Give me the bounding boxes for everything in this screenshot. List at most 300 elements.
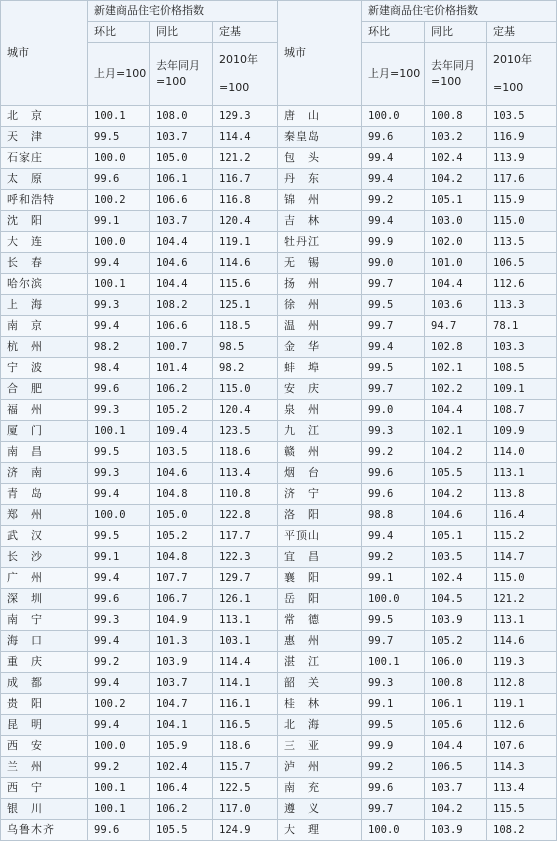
yoy-left-cell: 104.6: [150, 463, 213, 484]
fixed-left-cell: 116.8: [213, 190, 278, 211]
city-left-cell: 成 都: [1, 673, 88, 694]
yoy-right-cell: 103.7: [425, 778, 487, 799]
table-row: [1, 211, 557, 232]
table-row: [1, 715, 557, 736]
fixed-right-cell: 116.4: [487, 505, 557, 526]
mom-right-cell: 99.9: [362, 736, 425, 757]
city-left-cell: 太 原: [1, 169, 88, 190]
city-right-cell: 岳 阳: [278, 589, 362, 610]
city-right-cell: 赣 州: [278, 442, 362, 463]
yoy-right-cell: 102.1: [425, 421, 487, 442]
mom-left-cell: 100.0: [88, 736, 150, 757]
city-left-cell: 西 宁: [1, 778, 88, 799]
mom-left-cell: 99.2: [88, 757, 150, 778]
table-row: [1, 337, 557, 358]
yoy-left-cell: 101.3: [150, 631, 213, 652]
yoy-left-cell: 109.4: [150, 421, 213, 442]
yoy-right-cell: 102.0: [425, 232, 487, 253]
fixed-right-cell: 113.5: [487, 232, 557, 253]
fixed-left-cell: 115.0: [213, 379, 278, 400]
fixed-right-cell: 108.2: [487, 820, 557, 841]
fixed-right-cell: 112.6: [487, 274, 557, 295]
yoy-right-cell: 104.4: [425, 400, 487, 421]
yoy-right-cell: 100.8: [425, 673, 487, 694]
table-row: [1, 148, 557, 169]
city-left-cell: 呼和浩特: [1, 190, 88, 211]
table-row: [1, 127, 557, 148]
city-left-cell: 青 岛: [1, 484, 88, 505]
yoy-left-cell: 104.7: [150, 694, 213, 715]
yoy-left-cell: 103.5: [150, 442, 213, 463]
city-right-cell: 遵 义: [278, 799, 362, 820]
city-right-cell: 锦 州: [278, 190, 362, 211]
mom-right-cell: 99.7: [362, 379, 425, 400]
yoy-right-cell: 106.0: [425, 652, 487, 673]
city-left-cell: 武 汉: [1, 526, 88, 547]
mom-right-cell: 99.7: [362, 631, 425, 652]
mom-left-cell: 98.2: [88, 337, 150, 358]
fixed-left-cell: 125.1: [213, 295, 278, 316]
mom-right-cell: 99.5: [362, 610, 425, 631]
mom-left-cell: 99.5: [88, 526, 150, 547]
city-left-cell: 南 京: [1, 316, 88, 337]
table-body: [1, 106, 557, 841]
fixed-right-cell: 113.1: [487, 610, 557, 631]
mom-left-cell: 100.1: [88, 106, 150, 127]
yoy-right-cell: 104.2: [425, 484, 487, 505]
yoy-right-cell: 104.2: [425, 442, 487, 463]
city-left-cell: 郑 州: [1, 505, 88, 526]
yoy-right-cell: 105.5: [425, 463, 487, 484]
city-right-cell: 南 充: [278, 778, 362, 799]
yoy-left-cell: 106.6: [150, 316, 213, 337]
city-left-cell: 上 海: [1, 295, 88, 316]
mom-left-cell: 99.4: [88, 484, 150, 505]
yoy-left-cell: 104.8: [150, 484, 213, 505]
fixed-left-cell: 114.4: [213, 652, 278, 673]
fixed-right-cell: 115.0: [487, 211, 557, 232]
fixed-right-cell: 119.1: [487, 694, 557, 715]
city-right-cell: 北 海: [278, 715, 362, 736]
fixed-right-cell: 106.5: [487, 253, 557, 274]
city-left-cell: 宁 波: [1, 358, 88, 379]
table-row: [1, 463, 557, 484]
yoy-right-cell: 100.8: [425, 106, 487, 127]
yoy-right-cell: 103.9: [425, 610, 487, 631]
fixed-right-cell: 108.7: [487, 400, 557, 421]
city-right-cell: 烟 台: [278, 463, 362, 484]
mom-left-cell: 99.3: [88, 463, 150, 484]
city-left-cell: 深 圳: [1, 589, 88, 610]
fixed-left-cell: 122.5: [213, 778, 278, 799]
table-row: [1, 736, 557, 757]
yoy-left-cell: 103.7: [150, 127, 213, 148]
yoy-right-cell: 94.7: [425, 316, 487, 337]
yoy-right-cell: 105.1: [425, 190, 487, 211]
table-row: [1, 316, 557, 337]
mom-left-cell: 100.0: [88, 505, 150, 526]
fixed-right-cell: 113.3: [487, 295, 557, 316]
fixed-left-cell: 117.0: [213, 799, 278, 820]
fixed-right-cell: 115.5: [487, 799, 557, 820]
city-left-cell: 银 川: [1, 799, 88, 820]
fixed-left-cell: 117.7: [213, 526, 278, 547]
yoy-right-cell: 105.6: [425, 715, 487, 736]
table-row: [1, 610, 557, 631]
table-row: [1, 757, 557, 778]
fixed-left-cell: 115.7: [213, 757, 278, 778]
yoy-left-cell: 106.2: [150, 799, 213, 820]
yoy-left-cell: 103.7: [150, 211, 213, 232]
mom-header-right: 环比: [362, 22, 425, 43]
fixed-base-left: 2010年 =100: [213, 43, 278, 106]
fixed-left-cell: 120.4: [213, 211, 278, 232]
mom-right-cell: 99.2: [362, 442, 425, 463]
city-left-cell: 杭 州: [1, 337, 88, 358]
table-row: [1, 778, 557, 799]
yoy-left-cell: 104.9: [150, 610, 213, 631]
yoy-right-cell: 102.4: [425, 568, 487, 589]
mom-right-cell: 99.4: [362, 526, 425, 547]
fixed-right-cell: 113.9: [487, 148, 557, 169]
city-right-cell: 安 庆: [278, 379, 362, 400]
mom-left-cell: 100.0: [88, 232, 150, 253]
mom-left-cell: 100.0: [88, 148, 150, 169]
city-left-cell: 天 津: [1, 127, 88, 148]
mom-left-cell: 99.6: [88, 169, 150, 190]
yoy-left-cell: 104.4: [150, 232, 213, 253]
fixed-left-cell: 126.1: [213, 589, 278, 610]
mom-left-cell: 99.4: [88, 715, 150, 736]
mom-left-cell: 99.2: [88, 652, 150, 673]
mom-left-cell: 99.3: [88, 400, 150, 421]
table-row: [1, 568, 557, 589]
yoy-left-cell: 104.1: [150, 715, 213, 736]
yoy-left-cell: 106.4: [150, 778, 213, 799]
city-left-cell: 南 宁: [1, 610, 88, 631]
fixed-right-cell: 113.1: [487, 463, 557, 484]
fixed-left-cell: 116.1: [213, 694, 278, 715]
city-left-cell: 北 京: [1, 106, 88, 127]
city-left-cell: 福 州: [1, 400, 88, 421]
city-right-cell: 襄 阳: [278, 568, 362, 589]
city-right-cell: 宜 昌: [278, 547, 362, 568]
mom-right-cell: 99.4: [362, 211, 425, 232]
city-right-cell: 济 宁: [278, 484, 362, 505]
fixed-right-cell: 114.7: [487, 547, 557, 568]
table-row: [1, 274, 557, 295]
mom-right-cell: 99.0: [362, 400, 425, 421]
yoy-right-cell: 103.6: [425, 295, 487, 316]
table-header: [1, 1, 557, 106]
yoy-right-cell: 103.9: [425, 820, 487, 841]
table-row: [1, 526, 557, 547]
yoy-right-cell: 104.6: [425, 505, 487, 526]
yoy-right-cell: 106.5: [425, 757, 487, 778]
yoy-left-cell: 105.2: [150, 400, 213, 421]
table-row: [1, 106, 557, 127]
yoy-right-cell: 102.2: [425, 379, 487, 400]
mom-right-cell: 99.6: [362, 463, 425, 484]
city-column-header-right: 城市: [278, 1, 362, 106]
city-right-cell: 牡丹江: [278, 232, 362, 253]
yoy-base-right: 去年同月 =100: [425, 43, 487, 106]
city-left-cell: 哈尔滨: [1, 274, 88, 295]
mom-right-cell: 99.5: [362, 715, 425, 736]
fixed-left-cell: 115.6: [213, 274, 278, 295]
city-right-cell: 桂 林: [278, 694, 362, 715]
fixed-left-cell: 122.8: [213, 505, 278, 526]
city-right-cell: 唐 山: [278, 106, 362, 127]
yoy-header-right: 同比: [425, 22, 487, 43]
yoy-right-cell: 104.4: [425, 274, 487, 295]
fixed-right-cell: 119.3: [487, 652, 557, 673]
city-left-cell: 广 州: [1, 568, 88, 589]
city-left-cell: 南 昌: [1, 442, 88, 463]
yoy-left-cell: 108.2: [150, 295, 213, 316]
yoy-right-cell: 102.8: [425, 337, 487, 358]
fixed-left-cell: 116.7: [213, 169, 278, 190]
yoy-left-cell: 102.4: [150, 757, 213, 778]
mom-right-cell: 99.0: [362, 253, 425, 274]
table-row: [1, 169, 557, 190]
fixed-right-cell: 108.5: [487, 358, 557, 379]
fixed-left-cell: 113.1: [213, 610, 278, 631]
fixed-right-cell: 115.2: [487, 526, 557, 547]
city-right-cell: 蚌 埠: [278, 358, 362, 379]
fixed-left-cell: 129.3: [213, 106, 278, 127]
fixed-left-cell: 114.1: [213, 673, 278, 694]
yoy-left-cell: 105.5: [150, 820, 213, 841]
fixed-left-cell: 110.8: [213, 484, 278, 505]
city-right-cell: 金 华: [278, 337, 362, 358]
table-row: [1, 232, 557, 253]
fixed-left-cell: 113.4: [213, 463, 278, 484]
city-left-cell: 重 庆: [1, 652, 88, 673]
city-right-cell: 扬 州: [278, 274, 362, 295]
fixed-left-cell: 118.6: [213, 442, 278, 463]
mom-left-cell: 100.1: [88, 778, 150, 799]
mom-right-cell: 100.1: [362, 652, 425, 673]
yoy-right-cell: 102.4: [425, 148, 487, 169]
table-row: [1, 442, 557, 463]
city-right-cell: 徐 州: [278, 295, 362, 316]
city-left-cell: 大 连: [1, 232, 88, 253]
mom-right-cell: 99.9: [362, 232, 425, 253]
fixed-right-cell: 117.6: [487, 169, 557, 190]
fixed-left-cell: 124.9: [213, 820, 278, 841]
yoy-right-cell: 102.1: [425, 358, 487, 379]
yoy-left-cell: 105.2: [150, 526, 213, 547]
fixed-right-cell: 115.0: [487, 568, 557, 589]
yoy-right-cell: 103.0: [425, 211, 487, 232]
fixed-left-cell: 98.2: [213, 358, 278, 379]
table-row: [1, 358, 557, 379]
mom-left-cell: 99.4: [88, 673, 150, 694]
table-row: [1, 484, 557, 505]
city-left-cell: 沈 阳: [1, 211, 88, 232]
fixed-right-cell: 112.6: [487, 715, 557, 736]
city-right-cell: 泉 州: [278, 400, 362, 421]
mom-right-cell: 99.7: [362, 316, 425, 337]
yoy-left-cell: 101.4: [150, 358, 213, 379]
mom-left-cell: 99.6: [88, 589, 150, 610]
mom-left-cell: 100.1: [88, 274, 150, 295]
city-right-cell: 惠 州: [278, 631, 362, 652]
mom-right-cell: 100.0: [362, 106, 425, 127]
fixed-right-cell: 109.1: [487, 379, 557, 400]
mom-right-cell: 99.7: [362, 274, 425, 295]
yoy-right-cell: 104.5: [425, 589, 487, 610]
fixed-left-cell: 118.5: [213, 316, 278, 337]
mom-left-cell: 98.4: [88, 358, 150, 379]
fixed-header-left: 定基: [213, 22, 278, 43]
city-right-cell: 平顶山: [278, 526, 362, 547]
fixed-left-cell: 98.5: [213, 337, 278, 358]
mom-left-cell: 99.3: [88, 610, 150, 631]
fixed-right-cell: 107.6: [487, 736, 557, 757]
yoy-right-cell: 105.2: [425, 631, 487, 652]
city-left-cell: 西 安: [1, 736, 88, 757]
mom-left-cell: 100.2: [88, 694, 150, 715]
city-right-cell: 包 头: [278, 148, 362, 169]
mom-right-cell: 99.4: [362, 148, 425, 169]
mom-right-cell: 100.0: [362, 589, 425, 610]
fixed-left-cell: 114.6: [213, 253, 278, 274]
yoy-left-cell: 104.8: [150, 547, 213, 568]
fixed-base-right: 2010年 =100: [487, 43, 557, 106]
mom-right-cell: 99.4: [362, 337, 425, 358]
yoy-left-cell: 106.7: [150, 589, 213, 610]
city-right-cell: 秦皇岛: [278, 127, 362, 148]
mom-left-cell: 99.6: [88, 379, 150, 400]
table-row: [1, 673, 557, 694]
yoy-right-cell: 101.0: [425, 253, 487, 274]
mom-left-cell: 99.1: [88, 547, 150, 568]
yoy-left-cell: 108.0: [150, 106, 213, 127]
fixed-left-cell: 123.5: [213, 421, 278, 442]
fixed-right-cell: 114.6: [487, 631, 557, 652]
mom-right-cell: 99.6: [362, 778, 425, 799]
mom-left-cell: 99.1: [88, 211, 150, 232]
yoy-right-cell: 104.4: [425, 736, 487, 757]
yoy-right-cell: 103.2: [425, 127, 487, 148]
table-row: [1, 694, 557, 715]
table-row: [1, 631, 557, 652]
mom-left-cell: 99.4: [88, 568, 150, 589]
mom-left-cell: 99.6: [88, 820, 150, 841]
fixed-left-cell: 120.4: [213, 400, 278, 421]
yoy-right-cell: 104.2: [425, 799, 487, 820]
table-row: [1, 799, 557, 820]
city-right-cell: 韶 关: [278, 673, 362, 694]
table-row: [1, 820, 557, 841]
city-right-cell: 洛 阳: [278, 505, 362, 526]
fixed-left-cell: 114.4: [213, 127, 278, 148]
city-right-cell: 三 亚: [278, 736, 362, 757]
yoy-left-cell: 106.1: [150, 169, 213, 190]
mom-header-left: 环比: [88, 22, 150, 43]
yoy-right-cell: 105.1: [425, 526, 487, 547]
city-right-cell: 吉 林: [278, 211, 362, 232]
city-left-cell: 石家庄: [1, 148, 88, 169]
city-right-cell: 湛 江: [278, 652, 362, 673]
mom-right-cell: 99.3: [362, 673, 425, 694]
mom-left-cell: 99.4: [88, 253, 150, 274]
fixed-right-cell: 116.9: [487, 127, 557, 148]
mom-right-cell: 99.2: [362, 757, 425, 778]
yoy-right-cell: 106.1: [425, 694, 487, 715]
table-row: [1, 379, 557, 400]
table-row: [1, 253, 557, 274]
yoy-left-cell: 105.0: [150, 505, 213, 526]
yoy-left-cell: 107.7: [150, 568, 213, 589]
yoy-left-cell: 105.9: [150, 736, 213, 757]
mom-right-cell: 98.8: [362, 505, 425, 526]
city-left-cell: 海 口: [1, 631, 88, 652]
yoy-left-cell: 103.9: [150, 652, 213, 673]
city-right-cell: 无 锡: [278, 253, 362, 274]
mom-left-cell: 100.1: [88, 421, 150, 442]
yoy-header-left: 同比: [150, 22, 213, 43]
table-row: [1, 295, 557, 316]
fixed-left-cell: 121.2: [213, 148, 278, 169]
yoy-left-cell: 106.6: [150, 190, 213, 211]
fixed-right-cell: 115.9: [487, 190, 557, 211]
fixed-header-right: 定基: [487, 22, 557, 43]
fixed-right-cell: 103.5: [487, 106, 557, 127]
mom-left-cell: 99.3: [88, 295, 150, 316]
table-row: [1, 190, 557, 211]
fixed-left-cell: 116.5: [213, 715, 278, 736]
yoy-left-cell: 105.0: [150, 148, 213, 169]
yoy-right-cell: 104.2: [425, 169, 487, 190]
table-row: [1, 652, 557, 673]
mom-right-cell: 99.5: [362, 295, 425, 316]
city-right-cell: 常 德: [278, 610, 362, 631]
yoy-base-left: 去年同月 =100: [150, 43, 213, 106]
mom-right-cell: 99.1: [362, 568, 425, 589]
city-right-cell: 大 理: [278, 820, 362, 841]
city-left-cell: 兰 州: [1, 757, 88, 778]
fixed-right-cell: 113.4: [487, 778, 557, 799]
yoy-left-cell: 104.6: [150, 253, 213, 274]
mom-right-cell: 100.0: [362, 820, 425, 841]
index-group-header-right: 新建商品住宅价格指数: [362, 1, 557, 22]
fixed-right-cell: 114.0: [487, 442, 557, 463]
city-right-cell: 泸 州: [278, 757, 362, 778]
city-right-cell: 九 江: [278, 421, 362, 442]
city-left-cell: 乌鲁木齐: [1, 820, 88, 841]
city-right-cell: 丹 东: [278, 169, 362, 190]
fixed-right-cell: 78.1: [487, 316, 557, 337]
mom-right-cell: 99.2: [362, 190, 425, 211]
yoy-left-cell: 100.7: [150, 337, 213, 358]
fixed-right-cell: 113.8: [487, 484, 557, 505]
mom-left-cell: 99.5: [88, 442, 150, 463]
mom-right-cell: 99.6: [362, 127, 425, 148]
mom-right-cell: 99.1: [362, 694, 425, 715]
fixed-left-cell: 122.3: [213, 547, 278, 568]
city-left-cell: 济 南: [1, 463, 88, 484]
mom-left-cell: 99.5: [88, 127, 150, 148]
mom-left-cell: 99.4: [88, 316, 150, 337]
fixed-left-cell: 103.1: [213, 631, 278, 652]
yoy-right-cell: 103.5: [425, 547, 487, 568]
mom-left-cell: 99.4: [88, 631, 150, 652]
mom-base-left: 上月=100: [88, 43, 150, 106]
fixed-right-cell: 112.8: [487, 673, 557, 694]
